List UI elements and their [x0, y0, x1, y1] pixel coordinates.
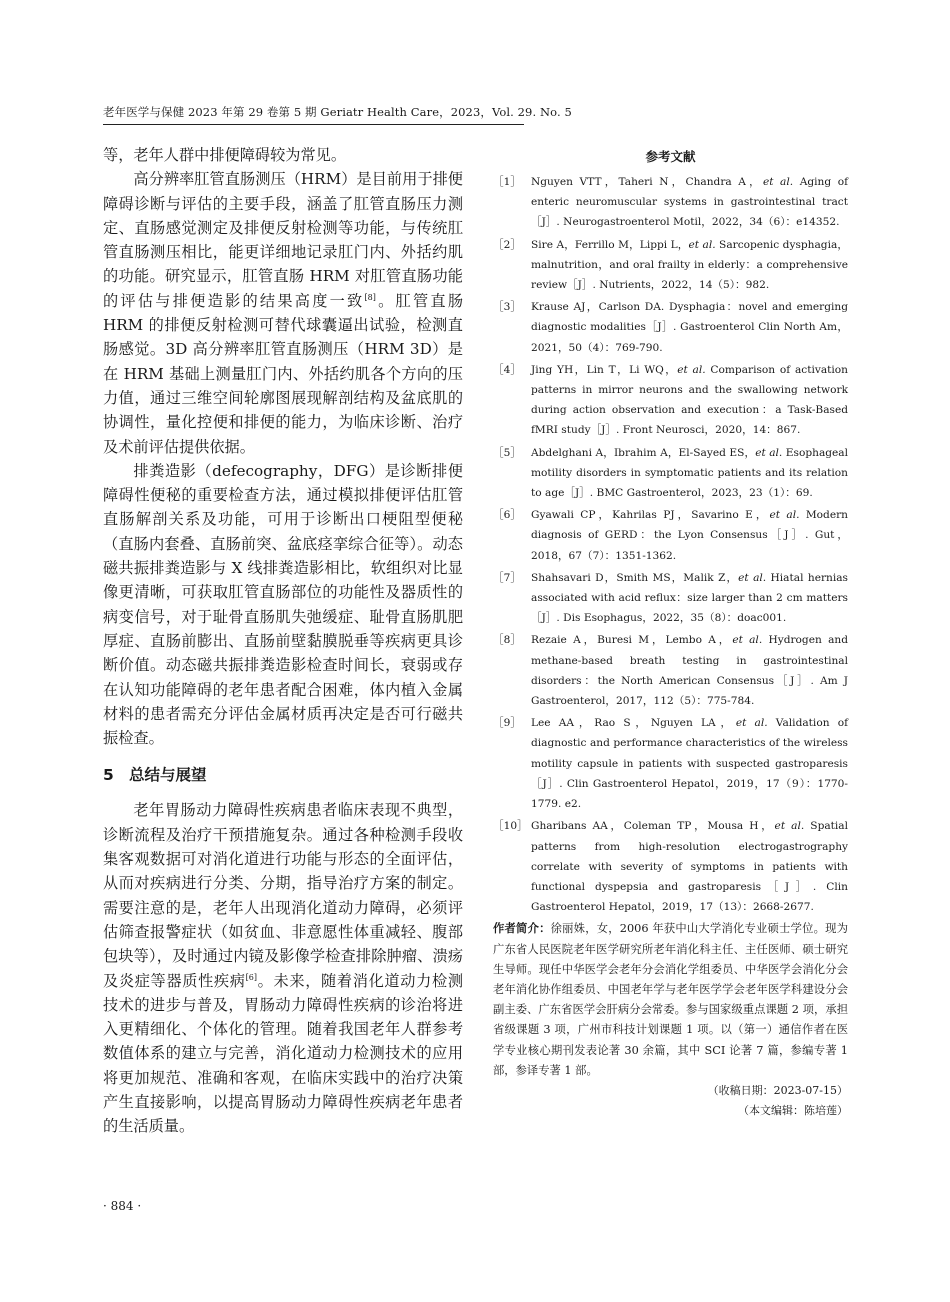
paragraph-summary-text-a: 老年胃肠动力障碍性疾病患者临床表现不典型，诊断流程及治疗干预措施复杂。通过各种检测手段收集客观数据可对消化道进行功能与形态的全面评估，从而对疾病进行分类、分期，指导治疗方案的制定。需要注意的是，老年人出现消化道动力障碍，必须评估筛查报警症状（如贫血、非意愿性体重减轻、腹部包块等），及时通过内镜及影像学检查排除肿瘤、溃疡及炎症等器质性疾病 [103, 801, 463, 990]
reference-text: Abdelghani A，Ibrahim A，El-Sayed ES，et al. Esophageal motility disorders in symptomatic patients and its relation to age［J］. BMC Gastroenterol，2023，23（1）：69. [531, 446, 849, 500]
paragraph-hrm [103, 167, 463, 459]
header-rule [103, 124, 524, 125]
reference-number: ［5］ [493, 446, 521, 459]
reference-number: ［10］ [493, 820, 528, 833]
et-al-italic: et al. [774, 820, 805, 833]
section-number: 5 [103, 766, 114, 785]
reference-number: ［7］ [493, 571, 521, 584]
reference-item [493, 172, 848, 233]
reference-text: Gharibans AA，Coleman TP，Mousa H，et al. Spatial patterns from high-resolution electrogastrography correlate with severity of symptoms in patients with functional dyspepsia and gastroparesis［J］. Clin Gastroenterol Hepatol，2019，17（13）：2668-2677. [531, 820, 849, 914]
reference-text: Lee AA，Rao S，Nguyen LA，et al. Validation of diagnostic and performance characteristics of the wireless motility capsule in patients with suspected gastroparesis［J］. Clin Gastroenterol Hepatol，2019，17（9）：1770-1779. e2. [531, 717, 848, 811]
page-number: · 884 · [103, 1199, 142, 1213]
author-bio-label: 作者简介： [493, 922, 551, 936]
citation-6[interactable]: [6] [245, 972, 257, 982]
citation-8[interactable]: [8] [364, 292, 376, 302]
paragraph-summary-text-b: 。未来，随着消化道动力检测技术的进步与普及，胃肠动力障碍性疾病的诊治将进入更精细化、个体化的管理。随着我国老年人群参考数值体系的建立与完善，消化道动力检测技术的应用将更加规范、准确和客观，在临床实践中的治疗决策产生直接影响，以提高胃肠动力障碍性疾病老年患者的生活质量。 [103, 971, 464, 1136]
et-al-italic: et al. [755, 446, 783, 459]
reference-number: ［9］ [493, 717, 521, 730]
section-heading [103, 764, 463, 786]
reference-item [493, 235, 848, 296]
author-bio-text: 徐丽姝，女，2006 年获中山大学消化专业硕士学位。现为广东省人民医院老年医学研究所老年消化科主任、主任医师、硕士研究生导师。现任中华医学会老年分会消化学组委员、中华医学会消化分会老年消化协作组委员、中国老年学与老年医学学会老年医学科建设分会副主委、广东省医学会肝病分会常委。参与国家级重点课题 2 项，承担省级课题 3 项，广州市科技计划课题 1 项。以（第一）通信作者在医学专业核心期刊发表论著 30 余篇，其中 SCI 论著 7 篇，参编专著 1 部，参译专著 1 部。 [493, 922, 848, 1077]
et-al-italic: et al. [735, 717, 768, 730]
paragraph-hrm-text-a: 高分辨率肛管直肠测压（HRM）是目前用于排便障碍诊断与评估的主要手段，涵盖了肛管直肠压力测定、直肠感觉测定及排便反射检测等功能，与传统肛管直肠测压相比，能更详细地记录肛门内、外括约肌的功能。研究显示，肛管直肠 HRM 对肛管直肠功能的评估与排便造影的结果高度一致 [103, 170, 463, 310]
paragraph-defecography: 排粪造影（defecography，DFG）是诊断排便障碍性便秘的重要检查方法，通过模拟排便评估肛管直肠解剖关系及功能，可用于诊断出口梗阻型便秘（直肠内套叠、直肠前突、盆底痉挛综合征等）。动态磁共振排粪造影与 X 线排粪造影相比，软组织对比显像更清晰，可获取肛管直肠部位的功能性及器质性的病变信号，对于耻骨直肠肌失弛缓症、耻骨直肠肌肥厚症、直肠前膨出、直肠前壁黏膜脱垂等疾病更具诊断价值。动态磁共振排粪造影检查时间长，衰弱或存在认知功能障碍的老年患者配合困难，体内植入金属材料的患者需充分评估金属材质再决定是否可行磁共振检查。 [103, 461, 463, 748]
reference-number: ［4］ [493, 363, 521, 376]
references-title: 参考文献 [645, 149, 696, 164]
reference-item [493, 713, 848, 814]
reference-text: Gyawali CP，Kahrilas PJ，Savarino E，et al. Modern diagnosis of GERD：the Lyon Consensus［J］. Gut，2018，67（7）：1351-1362. [531, 509, 848, 562]
et-al-italic: et al. [769, 509, 800, 522]
section-title: 总结与展望 [129, 766, 207, 785]
paragraph-summary [103, 798, 463, 1138]
reference-number: ［3］ [493, 301, 521, 314]
reference-text: Jing YH，Lin T，Li WQ，et al. Comparison of activation patterns in mirror neurons and the swallowing network during action observation and execution：a Task-Based fMRI study［J］. Front Neurosci，2020，14：867. [531, 363, 848, 437]
paragraph-hrm-text-b: 。肛管直肠 HRM 的排便反射检测可替代球囊逼出试验，检测直肠感觉。3D 高分辨率肛管直肠测压（HRM 3D）是在 HRM 基础上测量肛门内、外括约肌各个方向的压力值，通过三维空间轮廓图展现解剖结构及盆底肌的协调性，量化控便和排便的能力，为临床诊断、治疗及术前评估提供依据。 [103, 291, 464, 456]
reference-item [493, 360, 848, 441]
reference-item [493, 505, 848, 566]
reference-item [493, 297, 848, 358]
et-al-italic: et al. [738, 571, 767, 584]
reference-text: Rezaie A，Buresi M，Lembo A，et al. Hydrogen and methane-based breath testing in gastrointestinal disorders：the North American Consensus［J］. Am J Gastroenterol，2017，112（5）：775-784. [531, 634, 849, 708]
running-header: 老年医学与保健 2023 年第 29 卷第 5 期 Geriatr Health Care，2023，Vol. 29. No. 5 [103, 105, 572, 119]
reference-item [493, 630, 848, 711]
right-column [493, 148, 848, 1121]
reference-text: Shahsavari D，Smith MS，Malik Z，et al. Hiatal hernias associated with acid reflux：size larger than 2 cm matters［J］. Dis Esophagus，2022，35（8）：doac001. [531, 571, 848, 625]
et-al-italic: et al. [677, 363, 706, 376]
reference-number: ［2］ [493, 238, 521, 251]
reference-item [493, 443, 848, 504]
et-al-italic: et al. [762, 176, 794, 188]
reference-text: Krause AJ，Carlson DA. Dysphagia：novel and emerging diagnostic modalities［J］. Gastroenterol Clin North Am，2021，50（4）：769-790. [531, 301, 848, 354]
reference-item [493, 816, 848, 917]
reference-text: Nguyen VTT，Taheri N，Chandra A，et al. Aging of enteric neuromuscular systems in gastrointestinal tract［J］. Neurogastroenterol Motil，2022，34（6）：e14352. [531, 176, 848, 229]
reference-number: ［6］ [493, 509, 521, 522]
author-bio [493, 919, 848, 1081]
reference-number: ［8］ [493, 634, 521, 647]
received-date: （收稿日期：2023-07-15） [707, 1083, 848, 1097]
reference-list [493, 172, 848, 917]
et-al-italic: et al. [688, 238, 716, 251]
reference-item [493, 568, 848, 629]
reference-text: Sire A，Ferrillo M，Lippi L，et al. Sarcopenic dysphagia，malnutrition，and oral frailty in elderly：a comprehensive review［J］. Nutrients，2022，14（5）：982. [531, 238, 848, 292]
et-al-italic: et al. [732, 634, 763, 647]
left-column [103, 143, 463, 1139]
paragraph-0: 等，老年人群中排便障碍较为常见。 [103, 146, 346, 164]
editor-note: （本文编辑：陈培莲） [738, 1103, 848, 1117]
reference-number: ［1］ [493, 176, 521, 188]
